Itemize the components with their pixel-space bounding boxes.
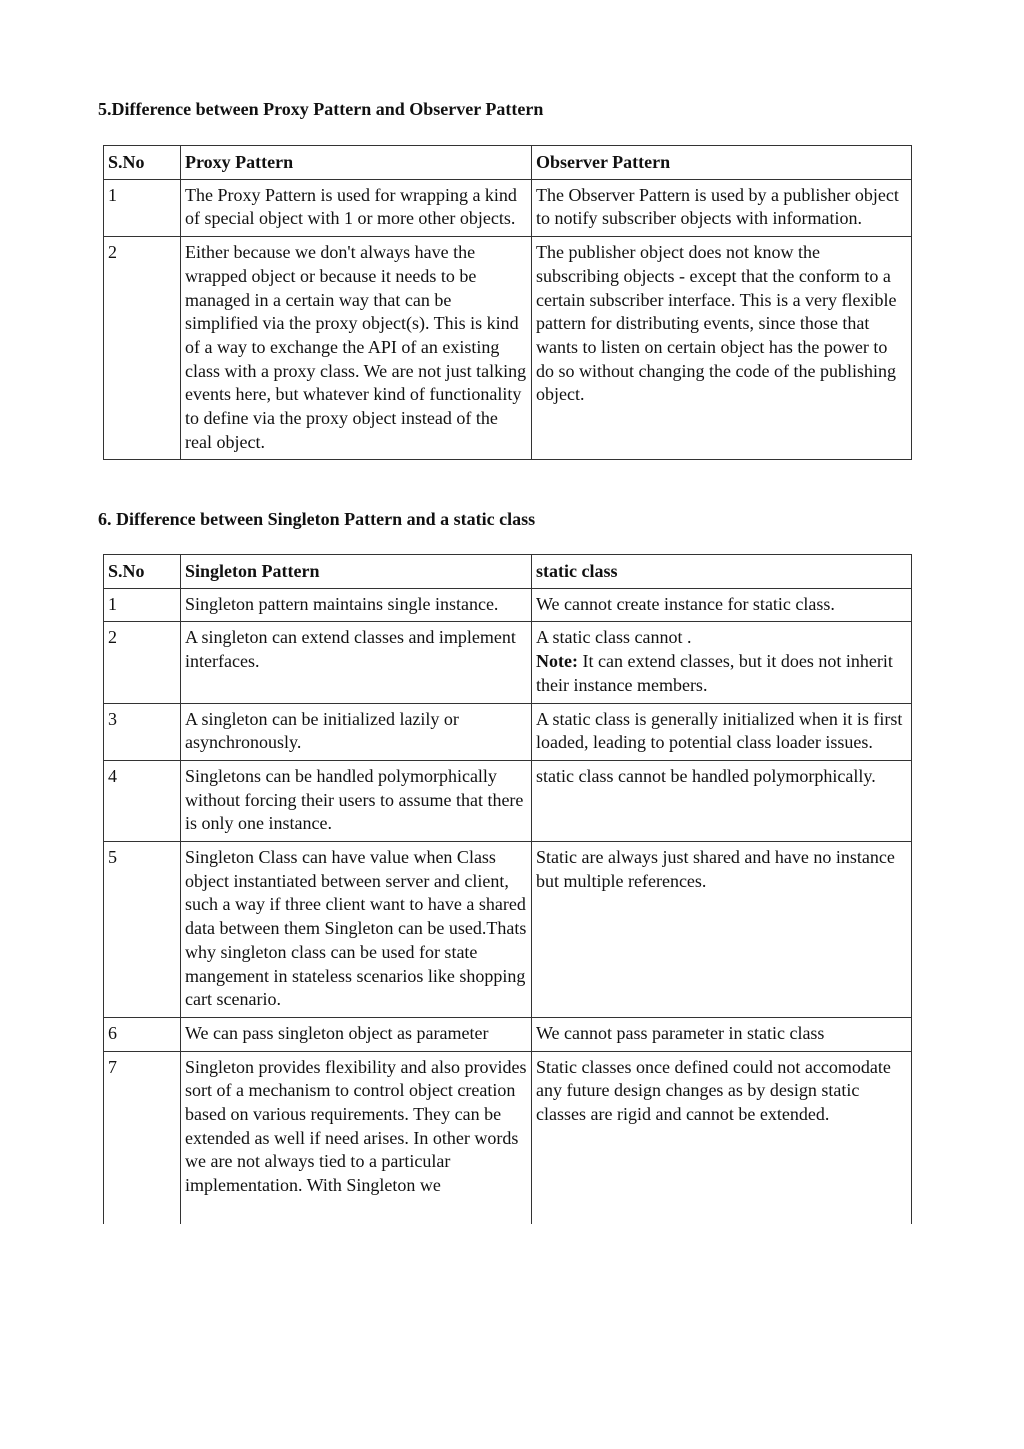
- header-static-class: static class: [532, 555, 912, 589]
- singleton-cell: A singleton can extend classes and implement interfaces.: [181, 622, 532, 703]
- header-sno: S.No: [104, 555, 181, 589]
- static-class-cell: Static are always just shared and have no instance but multiple references.: [532, 842, 912, 1018]
- static-class-text: A static class cannot .: [536, 627, 692, 648]
- singleton-cell: Singletons can be handled polymorphically without forcing their users to assume that there is only one instance.: [181, 760, 532, 841]
- singleton-cell: Singleton pattern maintains single instance.: [181, 588, 532, 622]
- table-row: [104, 237, 912, 460]
- proxy-cell: The Proxy Pattern is used for wrapping a kind of special object with 1 or more other objects.: [181, 179, 532, 236]
- row-number: 3: [104, 703, 181, 760]
- note-label: Note:: [536, 651, 578, 672]
- row-number: 2: [104, 237, 181, 460]
- table-row: [104, 588, 912, 622]
- row-number: 2: [104, 622, 181, 703]
- singleton-vs-static-table: [103, 554, 912, 1224]
- observer-cell: The publisher object does not know the subscribing objects - except that the conform to a certain subscriber interface. This is a very flexible pattern for distributing events, since those that wants to listen on certain object has the power to do so without changing the code of the publishing object.: [532, 237, 912, 460]
- header-singleton-pattern: Singleton Pattern: [181, 555, 532, 589]
- header-sno: S.No: [104, 146, 181, 180]
- singleton-cell: A singleton can be initialized lazily or asynchronously.: [181, 703, 532, 760]
- table-header-row: [104, 146, 912, 180]
- static-class-cell: [532, 622, 912, 703]
- row-number: 7: [104, 1051, 181, 1224]
- table-row: [104, 1051, 912, 1224]
- singleton-cell: Singleton Class can have value when Class object instantiated between server and client, such a way if three client want to have a shared data between them Singleton can be used.Thats why singleton class can be used for state mangement in stateless scenarios like shopping cart scenario.: [181, 842, 532, 1018]
- singleton-cell: Singleton provides flexibility and also provides sort of a mechanism to control object creation based on various requirements. They can be extended as well if need arises. In other words we are not always tied to a particular implementation. With Singleton we: [181, 1051, 532, 1224]
- row-number: 6: [104, 1017, 181, 1051]
- table-row: [104, 179, 912, 236]
- singleton-cell: We can pass singleton object as parameter: [181, 1017, 532, 1051]
- section-5-title: 5.Difference between Proxy Pattern and Observer Pattern: [98, 99, 544, 119]
- static-class-cell: We cannot create instance for static class.: [532, 588, 912, 622]
- proxy-cell: Either because we don't always have the wrapped object or because it needs to be managed in a certain way that can be simplified via the proxy object(s). This is kind of a way to exchange the API of an existing class with a proxy class. We are not just talking events here, but whatever kind of functionality to define via the proxy object instead of the real object.: [181, 237, 532, 460]
- row-number: 4: [104, 760, 181, 841]
- row-number: 5: [104, 842, 181, 1018]
- note-text: It can extend classes, but it does not inherit their instance members.: [536, 651, 893, 695]
- proxy-vs-observer-table: [103, 145, 912, 460]
- table-header-row: [104, 555, 912, 589]
- static-class-cell: Static classes once defined could not accomodate any future design changes as by design static classes are rigid and cannot be extended.: [532, 1051, 912, 1224]
- observer-cell: The Observer Pattern is used by a publisher object to notify subscriber objects with information.: [532, 179, 912, 236]
- table-row: [104, 842, 912, 1018]
- static-class-cell: A static class is generally initialized when it is first loaded, leading to potential class loader issues.: [532, 703, 912, 760]
- table-row: [104, 703, 912, 760]
- row-number: 1: [104, 588, 181, 622]
- table-row: [104, 1017, 912, 1051]
- section-6-title: 6. Difference between Singleton Pattern and a static class: [98, 509, 536, 529]
- static-class-cell: static class cannot be handled polymorphically.: [532, 760, 912, 841]
- static-class-cell: We cannot pass parameter in static class: [532, 1017, 912, 1051]
- table-row: [104, 760, 912, 841]
- row-number: 1: [104, 179, 181, 236]
- table-row: [104, 622, 912, 703]
- header-observer-pattern: Observer Pattern: [532, 146, 912, 180]
- header-proxy-pattern: Proxy Pattern: [181, 146, 532, 180]
